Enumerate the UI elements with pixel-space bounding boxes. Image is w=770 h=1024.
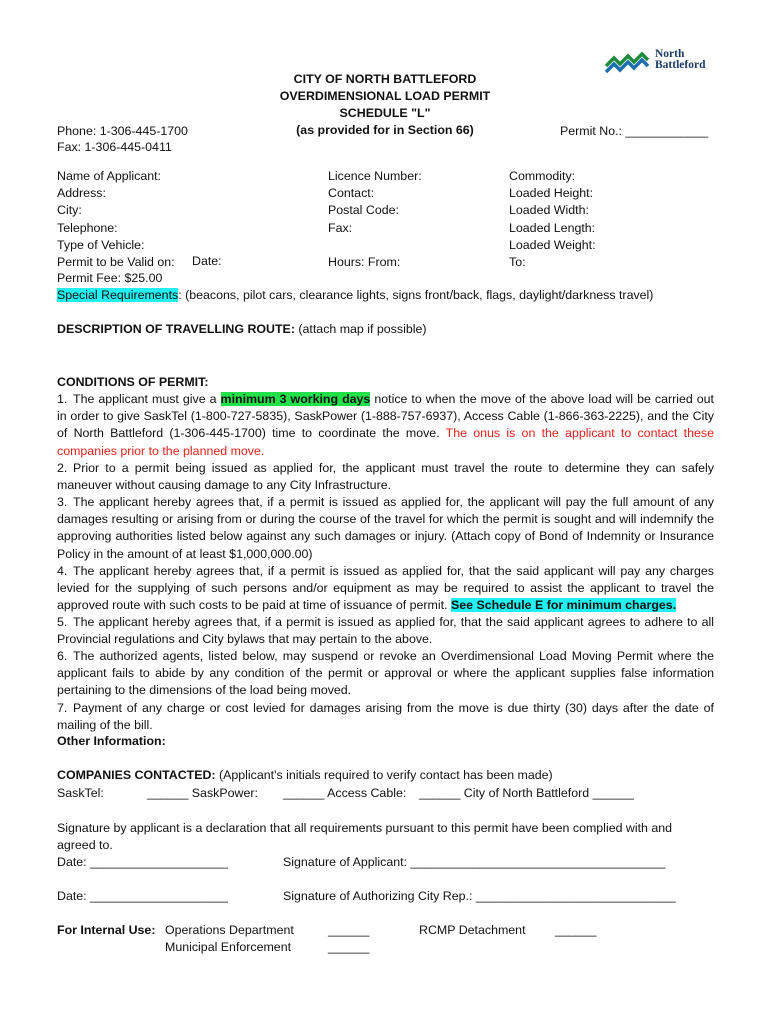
title-line-4: (as provided for in Section 66) (296, 123, 474, 137)
fax-label: Fax: (328, 220, 353, 235)
hours-to-label: To: (509, 255, 526, 270)
condition-1 (57, 391, 714, 460)
companies-text: (Applicant's initials required to verify contact has been made) (215, 768, 553, 782)
spacer (328, 237, 422, 254)
rcmp-initials-field[interactable]: ______ (555, 923, 597, 937)
other-information-label: Other Information: (57, 734, 166, 748)
loaded-weight-label: Loaded Weight: (509, 237, 596, 252)
condition-7-number: 7. (57, 701, 68, 715)
access-cable-field[interactable]: ______ Access Cable: (283, 786, 407, 800)
date-label: Date: (192, 254, 222, 268)
permit-number-field[interactable]: Permit No.: ____________ (560, 124, 709, 138)
condition-1-highlight: minimum 3 working days (220, 392, 371, 406)
logo-line-1: North (655, 48, 685, 60)
condition-1-onus: The onus is on the applicant to contact these companies prior to the planned move. (57, 426, 714, 458)
licence-number-label: Licence Number: (328, 169, 422, 183)
internal-use-label: For Internal Use: (57, 923, 156, 937)
operations-department-label: Operations Department (165, 923, 294, 937)
route-text: (attach map if possible) (294, 322, 427, 336)
companies-contacted (57, 768, 553, 782)
fax-number: Fax: 1-306-445-0411 (57, 140, 172, 154)
loaded-length-label: Loaded Length: (509, 220, 596, 235)
hours-from-label: Hours: From: (328, 255, 401, 269)
saskpower-field[interactable]: ______ SaskPower: (147, 786, 258, 800)
condition-7-text: Payment of any charge or cost levied for damages arising from the move is due thirty (30) days after the date of mailing of the bill. (57, 701, 714, 733)
route-description (57, 322, 427, 336)
condition-1-pre: The applicant must give a (73, 392, 221, 406)
commodity-label: Commodity: (509, 169, 576, 183)
condition-4-highlight: See Schedule E for minimum charges. (450, 598, 677, 613)
condition-6-number: 6. (57, 649, 68, 663)
logo-line-2: Battleford (655, 59, 706, 71)
applicant-name-label: Name of Applicant: (57, 169, 162, 183)
logo-wordmark (655, 49, 705, 71)
city-field[interactable]: ______ City of North Battleford ______ (419, 786, 634, 800)
condition-4 (57, 563, 714, 615)
applicant-column-1 (57, 168, 175, 271)
loaded-height-label: Loaded Height: (509, 186, 594, 201)
condition-1-number: 1. (57, 392, 68, 406)
vehicle-type-label: Type of Vehicle: (57, 237, 145, 252)
date-field-1[interactable]: Date: ____________________ (57, 855, 228, 869)
condition-2 (57, 460, 714, 494)
condition-5-number: 5. (57, 615, 68, 629)
operations-initials-field[interactable]: ______ (328, 923, 370, 937)
rcmp-detachment-label: RCMP Detachment (419, 923, 526, 937)
date-field-2[interactable]: Date: ____________________ (57, 889, 228, 903)
condition-6-text: The authorized agents, listed below, may suspend or revoke an Overdimensional Load Moving Permit where the applicant fails to abide by any condition of the permit or approval or where the applicant supplies false information pertaining to the dimensions of the load being moved. (57, 649, 714, 698)
applicant-telephone-label: Telephone: (57, 220, 118, 235)
sasktel-label: SaskTel: (57, 786, 104, 800)
condition-5 (57, 614, 714, 648)
phone-number: Phone: 1-306-445-1700 (57, 124, 188, 138)
loaded-width-label: Loaded Width: (509, 203, 589, 218)
title-line-3: SCHEDULE "L" (339, 106, 431, 120)
condition-7 (57, 700, 714, 734)
city-rep-signature-field[interactable]: Signature of Authorizing City Rep.: _____________________________ (283, 889, 676, 903)
condition-6 (57, 648, 714, 700)
title-line-1: CITY OF NORTH BATTLEFORD (293, 72, 477, 86)
postal-code-label: Postal Code: (328, 203, 399, 218)
applicant-address-label: Address: (57, 186, 106, 201)
municipal-initials-field[interactable]: ______ (328, 940, 370, 954)
condition-3-number: 3. (57, 495, 68, 509)
title-line-2: OVERDIMENSIONAL LOAD PERMIT (279, 89, 491, 103)
condition-2-number: 2. (57, 461, 68, 475)
applicant-signature-field[interactable]: Signature of Applicant: _____________________________________ (283, 855, 666, 869)
declaration-text: Signature by applicant is a declaration that all requirements pursuant to this permit have been complied with and agreed to. (57, 821, 673, 853)
condition-3-text: The applicant hereby agrees that, if a permit is issued as applied for, the applicant will pay the full amount of any damages resulting or arising from or during the course of the travel for which the permit is sought and will indemnify the approving authorities listed below against any such damages or injury. (Attach copy of Bond of Indemnity or Insurance Policy in the amount of at least $1,000,000.00) (57, 495, 714, 561)
route-label: DESCRIPTION OF TRAVELLING ROUTE: (57, 322, 295, 336)
special-requirements-text: : (beacons, pilot cars, clearance lights, signs front/back, flags, daylight/darkness travel) (178, 288, 654, 302)
special-requirements-label: Special Requirements (57, 288, 179, 302)
condition-5-text: The applicant hereby agrees that, if a permit is issued as applied for, that the said applicant agrees to adhere to all Provincial regulations and City bylaws that may pertain to the above. (57, 615, 714, 647)
permit-fee: Permit Fee: $25.00 (57, 271, 163, 285)
contact-label: Contact: (328, 186, 375, 201)
condition-1-post: notice to when the move of the above load will be carried out in order to give SaskTel (1-800-727-5835), SaskPower (1-888-757-6937), Access Cable (1-866-363-2225), and the City of North Battleford (1-306-445-1700) time to coordinate the move. (57, 392, 714, 441)
applicant-column-3 (509, 168, 596, 271)
special-requirements (57, 288, 653, 302)
applicant-column-2 (328, 168, 422, 271)
condition-2-text: Prior to a permit being issued as applied for, the applicant must travel the route to determine they can safely maneuver without causing damage to any City Infrastructure. (57, 461, 714, 493)
applicant-city-label: City: (57, 203, 82, 218)
valid-on-label: Permit to be Valid on: (57, 255, 175, 270)
condition-4-text: The applicant hereby agrees that, if a permit is issued as applied for, that the said applicant will pay any charges levied for the supplying of such persons and/or equipment as may be required to assist the applicant to travel the approved route with such costs to be paid at time of issuance of permit. (57, 564, 714, 613)
condition-4-number: 4. (57, 564, 68, 578)
condition-3 (57, 494, 714, 563)
conditions-heading: CONDITIONS OF PERMIT: (57, 375, 209, 389)
companies-label: COMPANIES CONTACTED: (57, 768, 216, 782)
municipal-enforcement-label: Municipal Enforcement (165, 940, 292, 954)
